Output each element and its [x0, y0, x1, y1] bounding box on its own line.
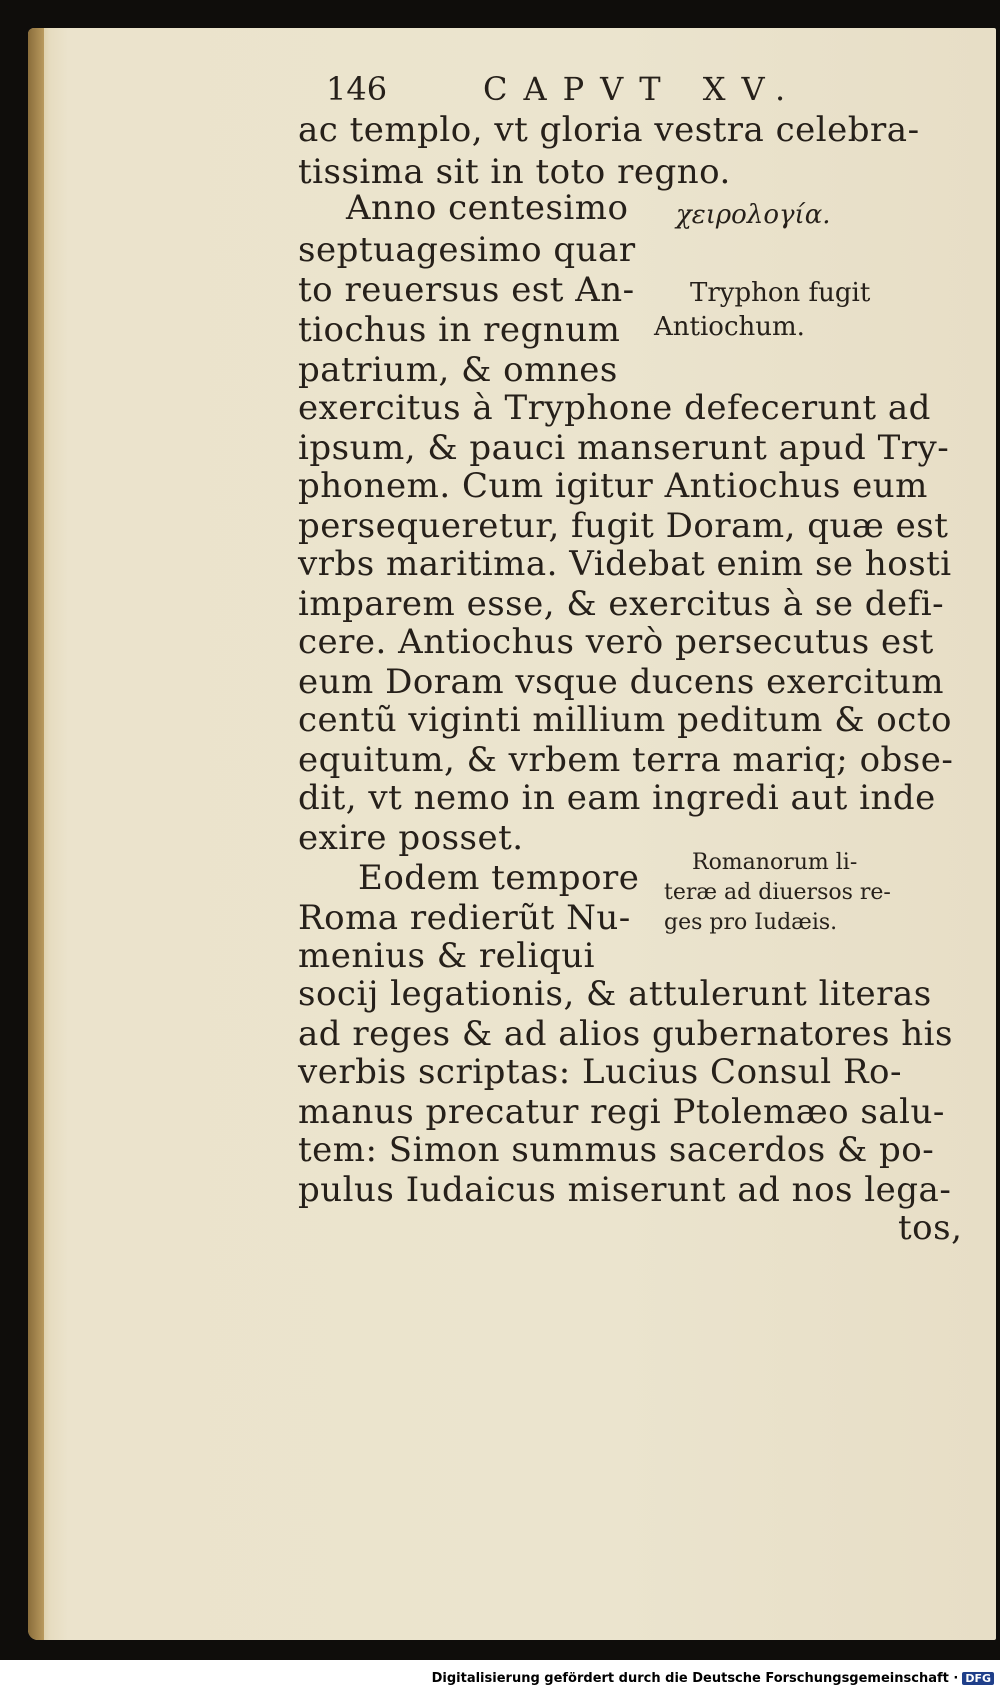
running-title: CAPVT XV.	[483, 70, 802, 108]
text-line: tissima sit in toto regno.	[298, 152, 731, 192]
text-line: pulus Iudaicus miserunt ad nos lega-	[298, 1170, 952, 1210]
text-line: Anno centesimo	[346, 188, 629, 228]
text-line: ac templo, vt gloria vestra celebra-	[298, 110, 920, 150]
text-line: vrbs maritima. Videbat enim se hosti	[298, 544, 952, 584]
book-page	[28, 28, 996, 1640]
text-line: exercitus à Tryphone defecerunt ad	[298, 388, 931, 428]
text-line: centũ viginti millium peditum & octo	[298, 700, 952, 740]
book-spine-edge	[28, 28, 44, 1640]
text-line: cere. Antiochus verò persecutus est	[298, 622, 934, 662]
text-line: verbis scriptas: Lucius Consul Ro-	[298, 1052, 903, 1092]
text-line: exire posset.	[298, 818, 524, 858]
margin-note-line: ges pro Iudæis.	[664, 910, 838, 935]
credit-text: Digitalisierung gefördert durch die Deutsche Forschungsgemeinschaft ·	[431, 1671, 959, 1686]
text-line: ad reges & ad alios gubernatores his	[298, 1014, 953, 1054]
text-line: Roma redierũt Nu-	[298, 898, 631, 938]
text-line: imparem esse, & exercitus à se defi-	[298, 584, 945, 624]
catchword: tos,	[898, 1208, 963, 1248]
margin-note-line: Tryphon fugit	[690, 278, 871, 308]
text-line: menius & reliqui	[298, 936, 596, 976]
page-number: 146	[326, 70, 388, 108]
text-line: equitum, & vrbem terra mariq; obse-	[298, 740, 954, 780]
text-line: tiochus in regnum	[298, 310, 621, 350]
text-line: dit, vt nemo in eam ingredi aut inde	[298, 778, 936, 818]
text-line: socij legationis, & attulerunt literas	[298, 974, 932, 1014]
text-line: to reuersus est An-	[298, 270, 635, 310]
margin-note-line: Romanorum li-	[692, 850, 858, 875]
text-line: eum Doram vsque ducens exercitum	[298, 662, 944, 702]
text-line: septuagesimo quar	[298, 230, 636, 270]
text-line: patrium, & omnes	[298, 350, 618, 390]
text-line: persequeretur, fugit Doram, quæ est	[298, 506, 949, 546]
digitization-credit	[432, 1671, 994, 1686]
margin-note-greek: χειρολογία.	[676, 200, 831, 230]
text-line: tem: Simon summus sacerdos & po-	[298, 1130, 935, 1170]
text-line: manus precatur regi Ptolemæo salu-	[298, 1092, 945, 1132]
text-line: ipsum, & pauci manserunt apud Try-	[298, 428, 950, 468]
dfg-logo: DFG	[962, 1672, 994, 1685]
margin-note-line: teræ ad diuersos re-	[664, 880, 891, 905]
text-line: phonem. Cum igitur Antiochus eum	[298, 466, 928, 506]
margin-note-line: Antiochum.	[654, 312, 805, 342]
text-line: Eodem tempore	[358, 858, 640, 898]
